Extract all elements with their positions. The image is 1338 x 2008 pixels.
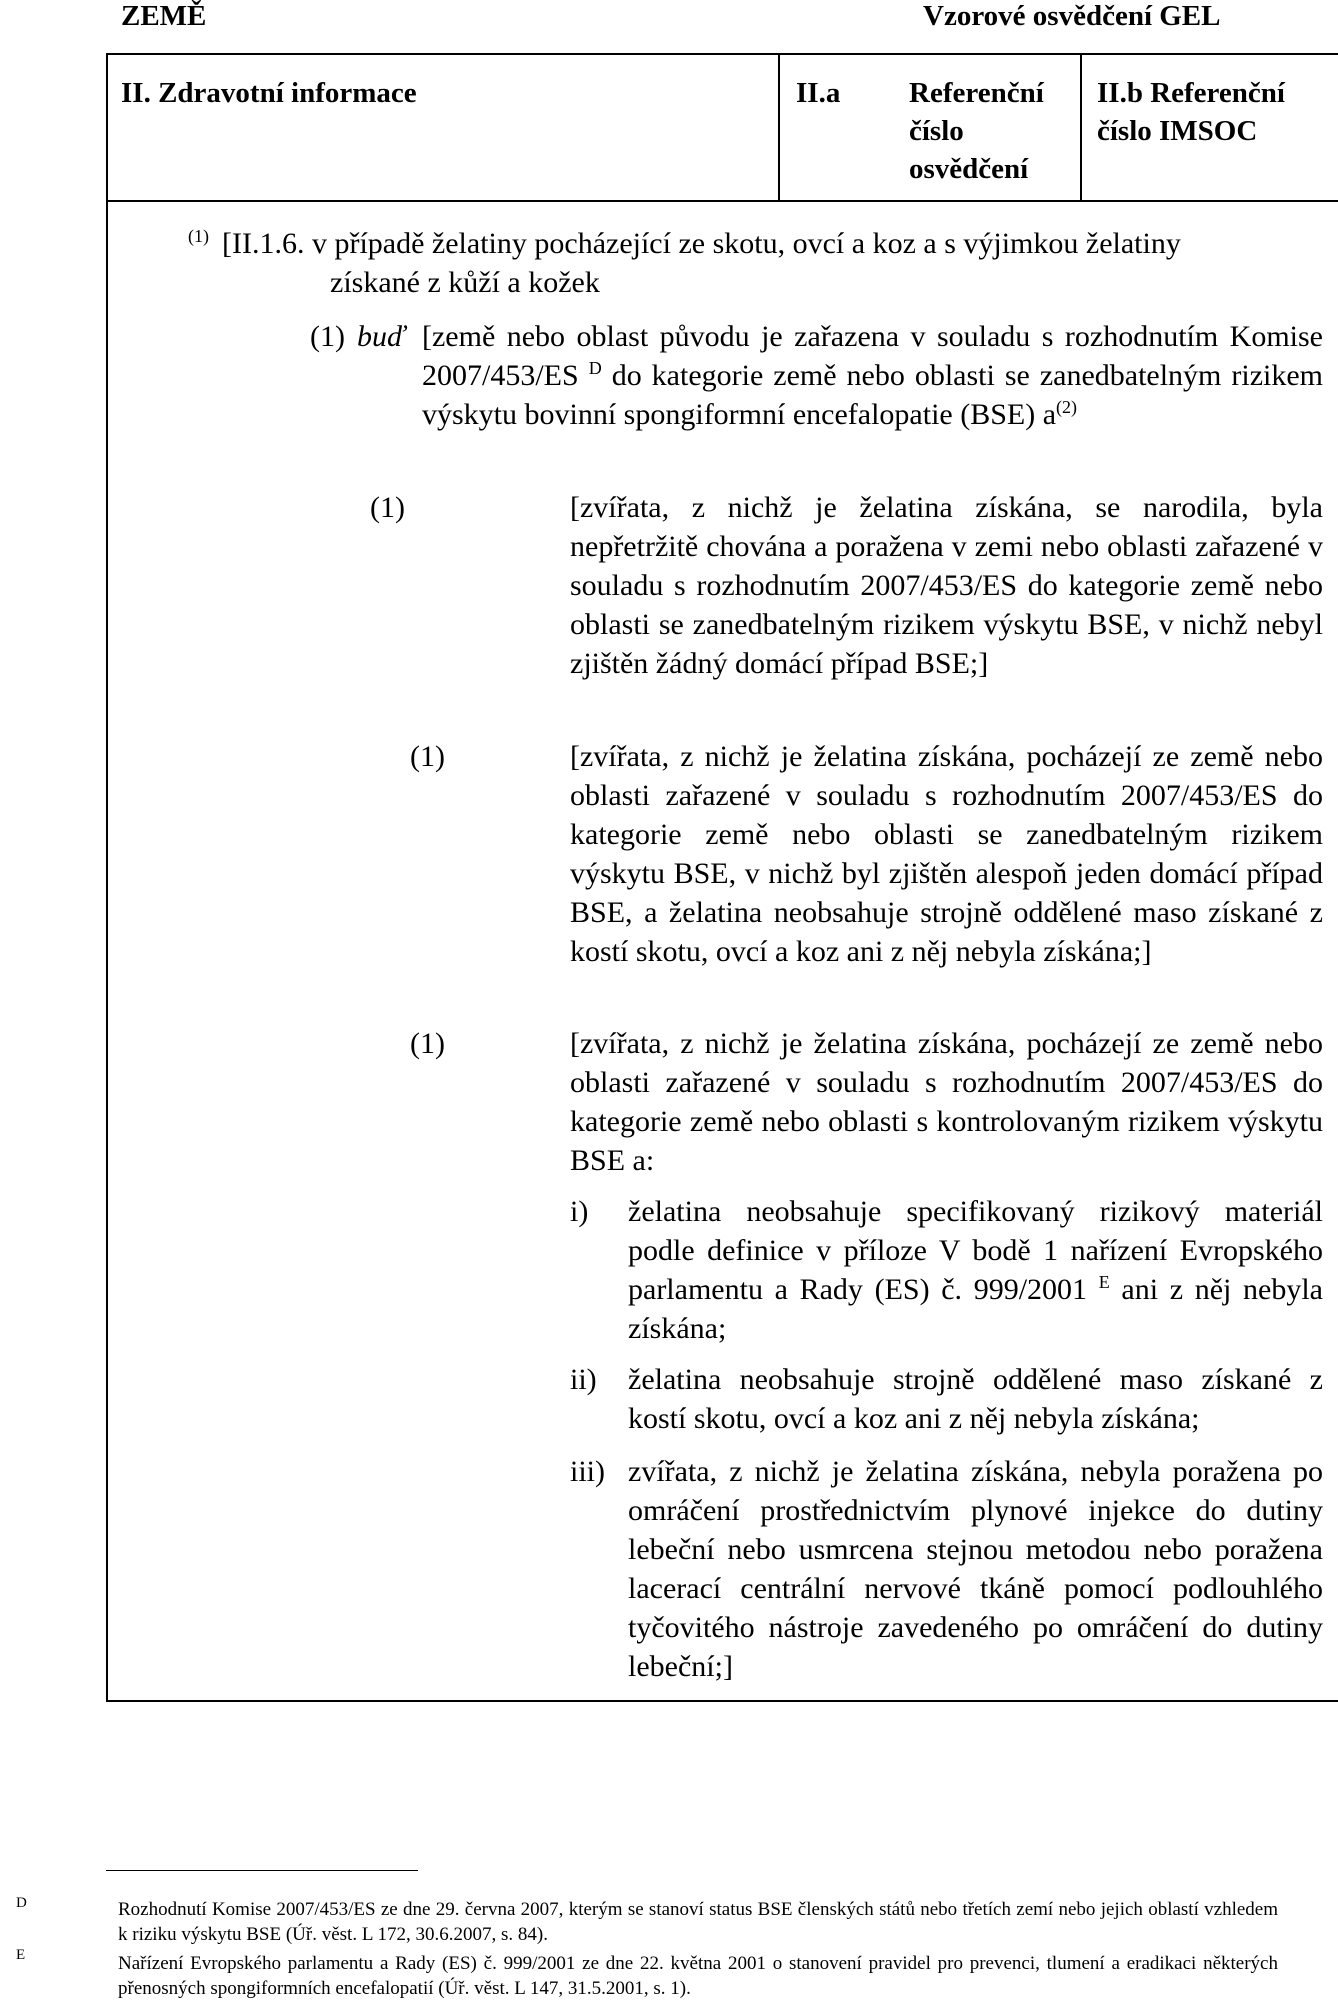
option1-text: [zvířata, z nichž je želatina získána, se narodila, byla nepřetržitě chována a poražena v zemi nebo oblasti zařazené v souladu s rozhodnutím 2007/453/ES do kategorie země nebo oblasti se zanedbatelným rizikem výskytu BSE, v nichž nebyl zjištěn žádný domácí případ BSE;] — [570, 491, 1323, 680]
col-b-title — [1097, 74, 1327, 150]
option3-mark: (1) — [410, 1027, 445, 1060]
certificate-name: Vzorové osvědčení GEL — [923, 0, 1221, 32]
col-a-line3: osvědčení — [909, 153, 1029, 185]
either-text: [země nebo oblast původu je zařazena v souladu s rozhodnutím Komise 2007/453/ES $^D$ do kategorie země nebo oblasti se zanedbatelným rizikem výskytu bovinní spongiformní encefalopatie (BSE) $a^{(2)}$ — [422, 320, 1324, 431]
either-mark: (1) — [310, 320, 345, 353]
footnote-ref-2: (2) — [1056, 397, 1078, 417]
sub-iii-text: zvířata, z nichž je želatina získána, nebyla poražena po omráčení prostřednictvím plynové injekce do dutiny lebeční nebo usmrcena stejnou metodou nebo poražena lacerací centrální nervové tkáně pomocí podlouhlého tyčovitého nástroje zavedeného po omráčení do dutiny lebeční;] — [628, 1455, 1323, 1683]
either-word: buď — [357, 320, 406, 353]
sub-iii-label: iii) — [570, 1455, 605, 1488]
footnote-e-text: Nařízení Evropského parlamentu a Rady (ES) č. 999/2001 ze dne 22. května 2001 o stanovení pravidel pro prevenci, tlumení a eradikaci některých přenosných spongiformních encefalopatií (Úř. věst. L 147, 31.5.2001, s. 1). — [118, 1953, 1278, 1999]
sub-i-text: želatina neobsahuje specifikovaný rizikový materiál podle definice v příloze V bodě 1 nařízení Evropského parlamentu a Rady (ES) č. 999/2001 $^E$ ani z něj nebyla získána; — [628, 1195, 1323, 1345]
option2-text: [zvířata, z nichž je želatina získána, pocházejí ze země nebo oblasti zařazené v souladu s rozhodnutím 2007/453/ES do kategorie země nebo oblasti se zanedbatelným rizikem výskytu BSE, v nichž byl zjištěn alespoň jeden domácí případ BSE, a želatina neobsahuje strojně oddělené maso získané z kostí skotu, ovcí a koz ani z něj nebyla získána;] — [570, 740, 1323, 968]
footnote-rule — [106, 1870, 418, 1871]
footnote-ref-e: E — [1098, 1272, 1110, 1292]
item-heading-line2: získané z kůží a kožek — [330, 266, 600, 299]
col-a-title — [909, 74, 1069, 188]
item-note-mark: (1) — [188, 226, 209, 246]
option2-mark: (1) — [410, 740, 445, 773]
sub-i-label: i) — [570, 1195, 589, 1228]
col-b-line1: II.b Referenční — [1097, 77, 1285, 109]
footnote-ref-d: D — [588, 358, 602, 378]
section-title: II. Zdravotní informace — [121, 77, 417, 109]
country-label: ZEMĚ — [121, 0, 207, 32]
sub-ii-text: želatina neobsahuje strojně oddělené maso získané z kostí skotu, ovcí a koz ani z něj nebyla získána; — [628, 1363, 1323, 1435]
header-divider — [106, 200, 1338, 202]
column-divider-b — [1080, 53, 1082, 201]
column-divider-a — [778, 53, 780, 201]
col-a-line2: číslo — [909, 115, 964, 147]
footnote-d-text: Rozhodnutí Komise 2007/453/ES ze dne 29. června 2007, kterým se stanoví status BSE členských států nebo třetích zemí nebo jejich oblastí vzhledem k riziku výskytu BSE (Úř. věst. L 172, 30.6.2007, s. 84). — [118, 1899, 1278, 1945]
footnote-d-mark: D — [16, 1895, 27, 1911]
option3-text: [zvířata, z nichž je želatina získána, pocházejí ze země nebo oblasti zařazené v souladu s rozhodnutím 2007/453/ES do kategorie země nebo oblasti s kontrolovaným rizikem výskytu BSE a: — [570, 1027, 1323, 1177]
col-b-line2: číslo IMSOC — [1097, 115, 1258, 147]
option1-mark: (1) — [370, 491, 405, 524]
col-a-code: II.a — [796, 77, 841, 109]
item-heading-line1: [II.1.6. v případě želatiny pocházející ze skotu, ovcí a koz a s výjimkou želatiny — [222, 227, 1181, 260]
col-a-line1: Referenční — [909, 77, 1044, 109]
footnote-e-mark: E — [16, 1947, 26, 1963]
sub-ii-label: ii) — [570, 1363, 597, 1396]
